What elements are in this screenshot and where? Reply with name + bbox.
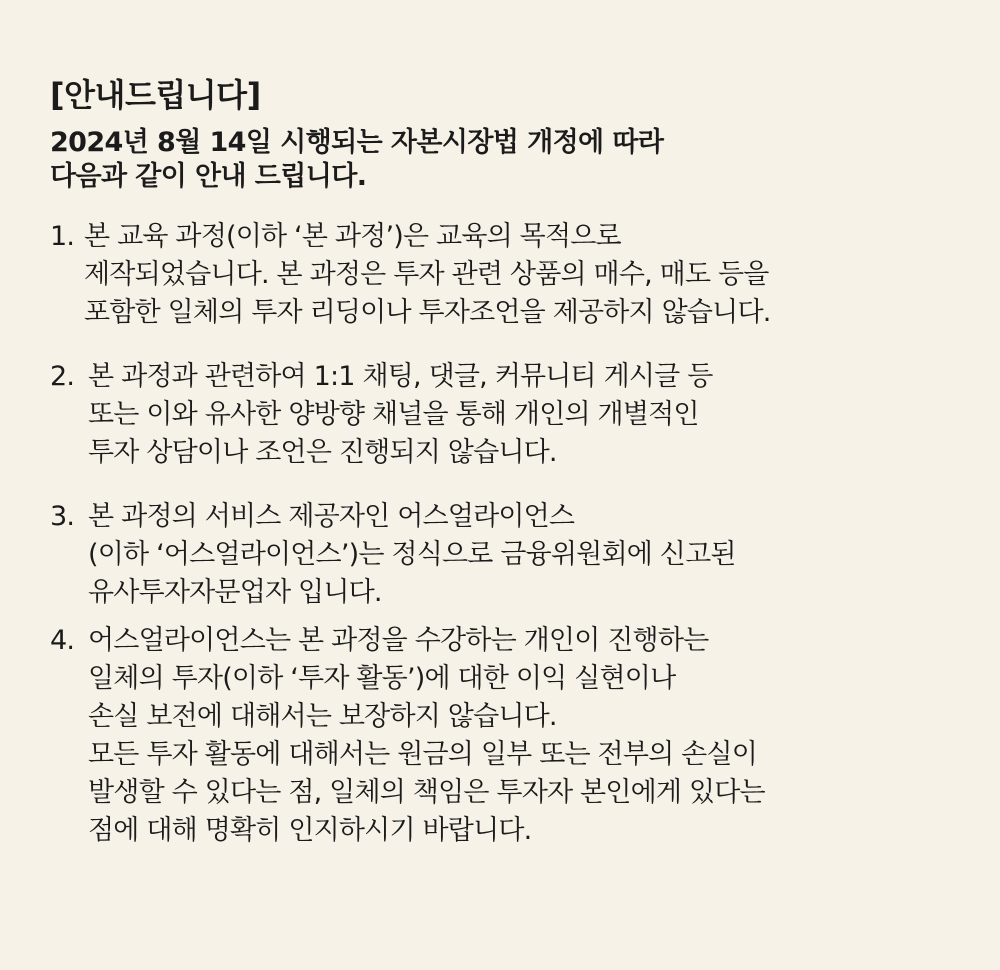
item-body (88, 622, 960, 850)
item-line: 제작되었습니다. 본 과정은 투자 관련 상품의 매수, 매도 등을 (84, 259, 769, 290)
item-number: 1. (50, 221, 75, 252)
item-line: 투자 상담이나 조언은 진행되지 않습니다. (88, 437, 557, 468)
notice-item-3 (50, 498, 960, 612)
notice-item-1 (50, 218, 960, 332)
notice-title: [안내드립니다] (50, 76, 261, 114)
item-line: 발생할 수 있다는 점, 일체의 책임은 투자자 본인에게 있다는 (88, 777, 765, 808)
item-line: 본 과정과 관련하여 1:1 채팅, 댓글, 커뮤니티 게시글 등 (88, 361, 713, 392)
intro-line: 2024년 8월 14일 시행되는 자본시장법 개정에 따라 (50, 127, 664, 158)
item-line: 본 교육 과정(이하 ‘본 과정’)은 교육의 목적으로 (84, 221, 621, 252)
item-line: 포함한 일체의 투자 리딩이나 투자조언을 제공하지 않습니다. (84, 297, 771, 328)
item-line: 점에 대해 명확히 인지하시기 바랍니다. (88, 815, 532, 846)
item-line: 손실 보전에 대해서는 보장하지 않습니다. (88, 701, 557, 732)
notice-document (50, 72, 960, 850)
item-line: (이하 ‘어스얼라이언스’)는 정식으로 금융위원회에 신고된 (88, 539, 736, 570)
notice-item-list (50, 218, 960, 850)
notice-intro (50, 126, 960, 194)
item-number: 2. (50, 361, 75, 392)
intro-line: 다음과 같이 안내 드립니다. (50, 161, 367, 192)
item-body (88, 498, 960, 612)
item-line: 유사투자자문업자 입니다. (88, 577, 382, 608)
item-line: 또는 이와 유사한 양방향 채널을 통해 개인의 개별적인 (88, 399, 699, 430)
notice-item-4 (50, 622, 960, 850)
item-number: 3. (50, 501, 75, 532)
item-line: 모든 투자 활동에 대해서는 원금의 일부 또는 전부의 손실이 (88, 739, 758, 770)
item-line: 어스얼라이언스는 본 과정을 수강하는 개인이 진행하는 (88, 625, 709, 656)
item-number: 4. (50, 625, 75, 656)
item-body (88, 358, 960, 472)
notice-item-2 (50, 358, 960, 472)
item-body (84, 218, 960, 332)
item-line: 본 과정의 서비스 제공자인 어스얼라이언스 (88, 501, 575, 532)
item-line: 일체의 투자(이하 ‘투자 활동’)에 대한 이익 실현이나 (88, 663, 676, 694)
